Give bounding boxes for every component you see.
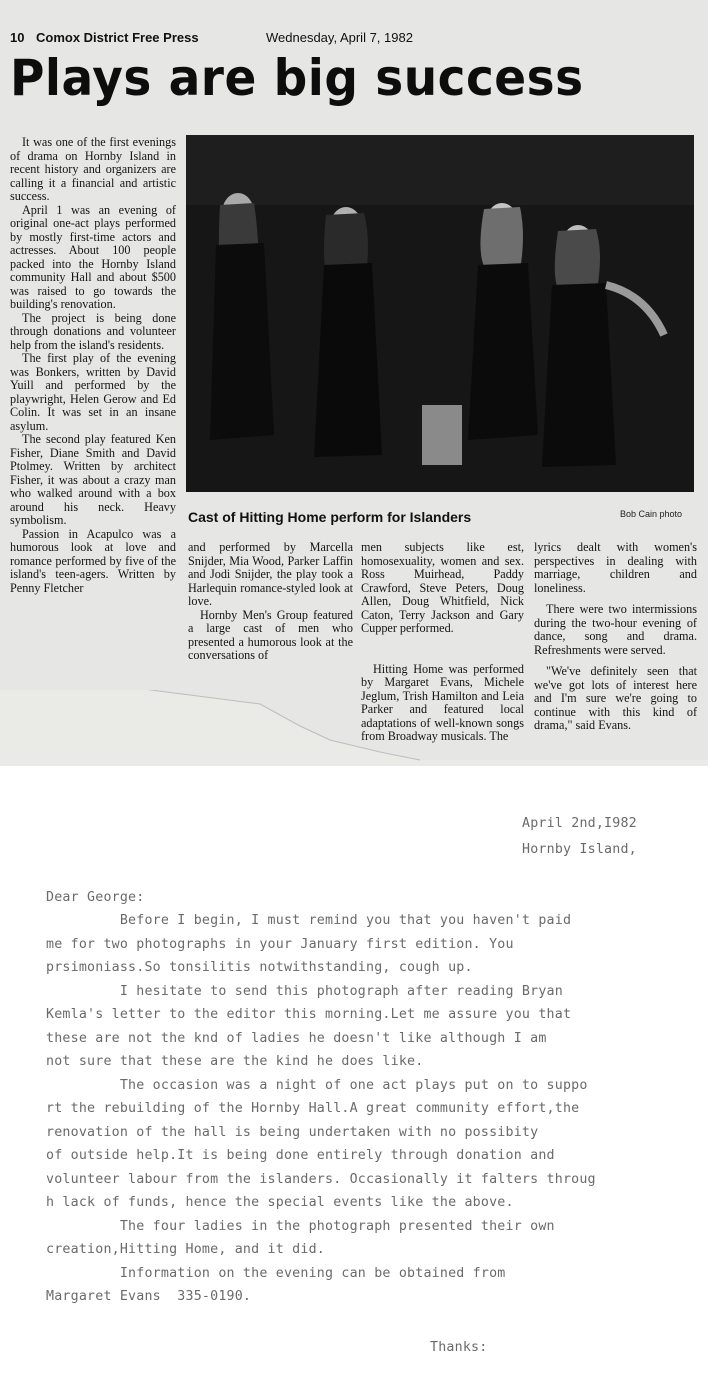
paragraph: lyrics dealt with women's perspectives in dealing with marriage, children and loneliness.: [534, 540, 697, 595]
letter-line: me for two photographs in your January first edition. You: [46, 937, 514, 952]
letter-line: rt the rebuilding of the Hornby Hall.A great community effort,the: [46, 1101, 580, 1116]
cast-photo: [186, 135, 694, 492]
letter-line: I hesitate to send this photograph after reading Bryan: [46, 984, 563, 999]
letter-line: prsimoniass.So tonsilitis notwithstanding, cough up.: [46, 960, 473, 975]
letter-signoff: Thanks:: [430, 1340, 488, 1355]
paragraph: "We've definitely seen that we've got lots of interest here and I'm sure we're going to continue with this kind of drama," said Evans.: [534, 664, 697, 732]
letter-line: renovation of the hall is being undertaken with no possibity: [46, 1125, 539, 1140]
letter-line: not sure that these are the kind he does like.: [46, 1054, 424, 1069]
letter-line: these are not the knd of ladies he doesn't like although I am: [46, 1031, 547, 1046]
headline: Plays are big success: [10, 49, 584, 107]
letter-salutation: Dear George:: [46, 890, 145, 905]
article-column-2: [188, 541, 353, 663]
letter-line: Information on the evening can be obtained from: [46, 1266, 506, 1281]
letter-line: Before I begin, I must remind you that you haven't paid: [46, 913, 572, 928]
paragraph: It was one of the first evenings of drama on Hornby Island in recent history and organizers are calling it a financial and artistic success.: [10, 135, 176, 203]
letter-line: volunteer labour from the islanders. Occasionally it falters throug: [46, 1172, 596, 1187]
page-number: 10: [10, 30, 25, 45]
paragraph: Passion in Acapulco was a humorous look at love and romance performed by five of the island's teen-agers. Written by Penny Fletcher: [10, 526, 176, 595]
letter-line: creation,Hitting Home, and it did.: [46, 1242, 325, 1257]
paragraph: The second play featured Ken Fisher, Diane Smith and David Ptolmey. Written by architect Fisher, it was about a crazy man who walked around with a box around his neck. Heavy symbolism.: [10, 432, 176, 527]
paragraph: Hornby Men's Group featured a large cast of men who presented a humorous look at the conversations of: [188, 607, 353, 662]
paragraph: There were two intermissions during the two-hour evening of dance, song and drama. Refreshments were served.: [534, 602, 697, 657]
paragraph: The first play of the evening was Bonkers, written by David Yuill and performed by the playwright, Helen Gerow and Ed Colin. It was set in an insane asylum.: [10, 351, 176, 433]
paragraph: The project is being done through donations and volunteer help from the island's residents.: [10, 310, 176, 352]
letter-line: Margaret Evans 335-0190.: [46, 1289, 252, 1304]
paragraph: and performed by Marcella Snijder, Mia Wood, Parker Laffin and Jodi Snijder, the play took a Harlequin romance-styled look at love.: [188, 540, 353, 608]
letter-place: Hornby Island,: [522, 842, 637, 857]
paragraph: men subjects like est, homosexuality, women and sex. Ross Muirhead, Paddy Crawford, Steve Peters, Doug Allen, Doug Whitfield, Nick Caton, Terry Jackson and Gary Cupper performed.: [361, 540, 524, 635]
letter-date: April 2nd,I982: [522, 816, 637, 831]
letter-line: The occasion was a night of one act plays put on to suppo: [46, 1078, 588, 1093]
typed-letter: [0, 766, 708, 1392]
torn-edge: [0, 690, 708, 766]
newspaper-name: Comox District Free Press: [36, 30, 199, 45]
photo-caption: Cast of Hitting Home perform for Islanders: [188, 509, 472, 525]
letter-line: Kemla's letter to the editor this morning.Let me assure you that: [46, 1007, 572, 1022]
publication-date: Wednesday, April 7, 1982: [266, 30, 413, 45]
photo-credit: Bob Cain photo: [620, 509, 683, 519]
letter-line: The four ladies in the photograph presented their own: [46, 1219, 555, 1234]
article-column-1: [10, 136, 176, 595]
paragraph: April 1 was an evening of original one-act plays performed by mostly first-time actors and actresses. About 100 people packed into the Hornby Island community Hall and about $500 was raised to go towards the building's renovation.: [10, 202, 176, 311]
letter-line: of outside help.It is being done entirely through donation and: [46, 1148, 555, 1163]
letter-line: h lack of funds, hence the special events like the above.: [46, 1195, 514, 1210]
paragraph: Hitting Home was performed by Margaret Evans, Michele Jeglum, Trish Hamilton and Leia Parker and featured local adaptations of well-known songs from Broadway musicals. The: [361, 661, 524, 743]
